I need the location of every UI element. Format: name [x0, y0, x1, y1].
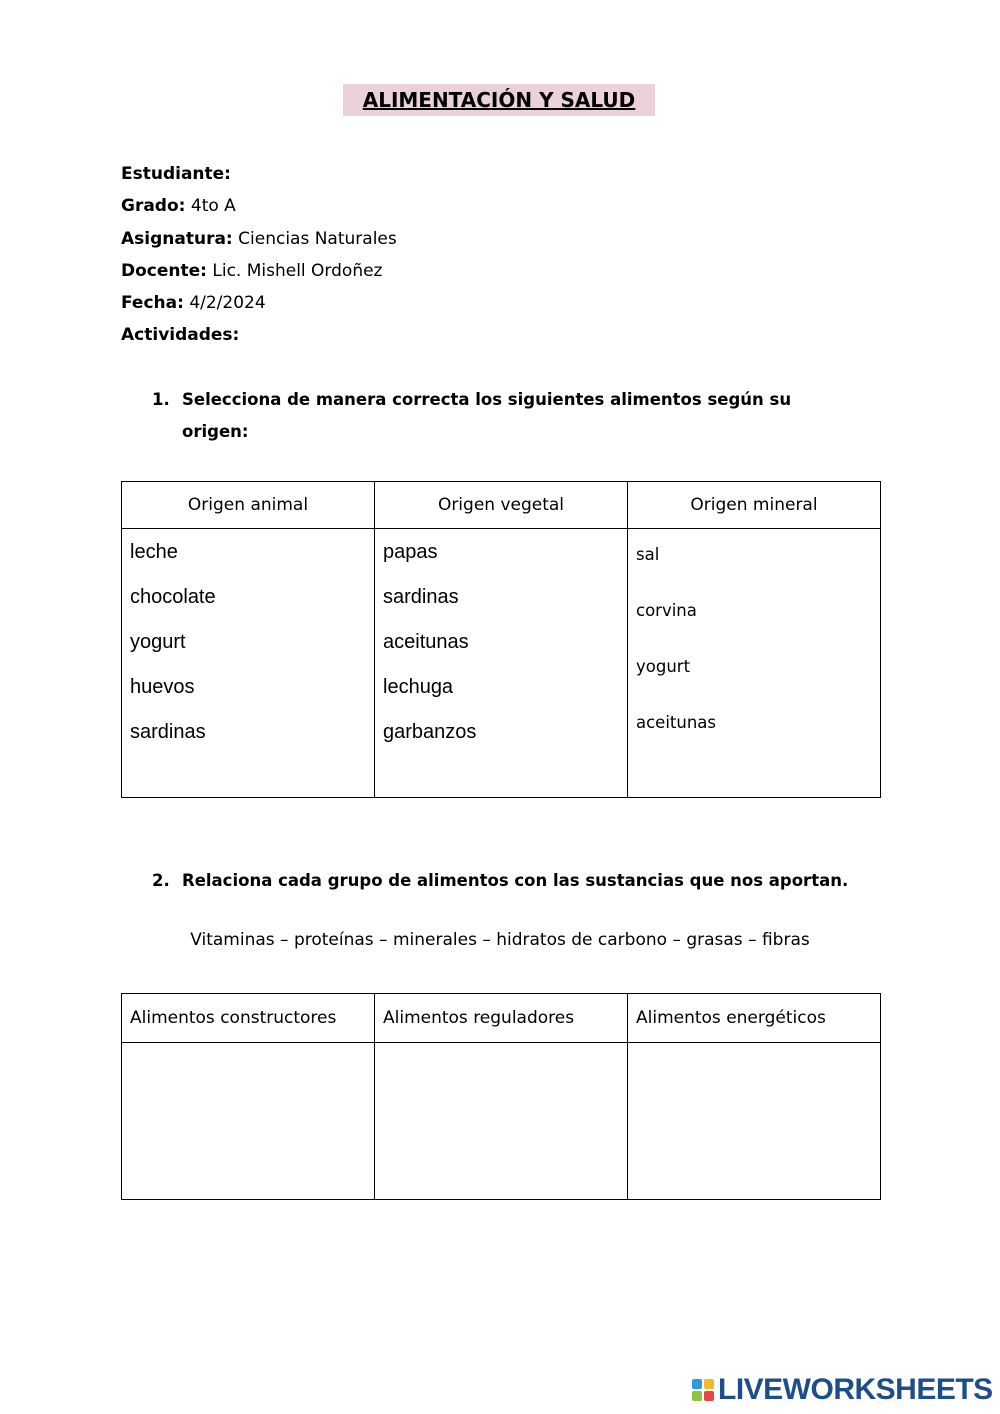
info-value: 4/2/2024: [189, 293, 266, 314]
info-row-subject: [121, 225, 397, 257]
origin-table: [121, 481, 881, 798]
info-label: Actividades:: [121, 325, 240, 346]
info-row-teacher: [121, 257, 397, 289]
word-bank: Vitaminas – proteínas – minerales – hidratos de carbono – grasas – fibras: [190, 930, 810, 950]
question-text: Relaciona cada grupo de alimentos con las sustancias que nos aportan.: [182, 871, 849, 890]
logo-text: LIVEWORKSHEETS: [718, 1373, 993, 1406]
info-value: Ciencias Naturales: [238, 228, 397, 249]
logo-square: [692, 1379, 702, 1389]
food-groups-table: [121, 993, 881, 1200]
liveworksheets-logo: [692, 1371, 993, 1409]
info-label: Grado:: [121, 196, 186, 217]
info-row-student: [121, 160, 397, 192]
student-info: [121, 160, 397, 354]
question-text: Selecciona de manera correcta los siguientes alimentos según su origen:: [182, 390, 792, 441]
header-vegetal: Origen vegetal: [375, 482, 628, 529]
info-label: Fecha:: [121, 293, 184, 314]
header-mineral: Origen mineral: [628, 482, 881, 529]
info-label: Estudiante:: [121, 164, 231, 184]
column-mineral: [628, 529, 881, 798]
list-item[interactable]: yogurt: [130, 631, 186, 653]
header-energeticos: Alimentos energéticos: [628, 994, 881, 1043]
column-vegetal: [375, 529, 628, 798]
logo-square: [704, 1379, 714, 1389]
question-2: [152, 865, 902, 897]
info-value: 4to A: [190, 196, 236, 217]
drop-zone-energeticos[interactable]: [628, 1043, 881, 1200]
list-item[interactable]: yogurt: [636, 657, 691, 676]
question-number: 1.: [152, 390, 170, 409]
list-item[interactable]: aceitunas: [383, 631, 469, 653]
info-label: Asignatura:: [121, 228, 233, 249]
list-item[interactable]: aceitunas: [636, 713, 717, 732]
info-row-grade: [121, 192, 397, 224]
drop-zone-constructores[interactable]: [122, 1043, 375, 1200]
header-constructores: Alimentos constructores: [122, 994, 375, 1043]
logo-icon: [692, 1379, 714, 1401]
column-animal: [122, 529, 375, 798]
header-animal: Origen animal: [122, 482, 375, 529]
list-item[interactable]: garbanzos: [383, 721, 477, 743]
question-number: 2.: [152, 871, 170, 890]
info-label: Docente:: [121, 260, 207, 281]
list-item[interactable]: corvina: [636, 601, 697, 620]
list-item[interactable]: papas: [383, 541, 438, 563]
list-item[interactable]: huevos: [130, 676, 195, 698]
logo-square: [704, 1391, 714, 1401]
info-row-date: [121, 289, 397, 321]
list-item[interactable]: sal: [636, 545, 660, 564]
header-reguladores: Alimentos reguladores: [375, 994, 628, 1043]
drop-zone-reguladores[interactable]: [375, 1043, 628, 1200]
question-1: [152, 384, 842, 448]
logo-square: [692, 1391, 702, 1401]
list-item[interactable]: chocolate: [130, 586, 216, 608]
list-item[interactable]: sardinas: [383, 586, 459, 608]
page-title: ALIMENTACIÓN Y SALUD: [343, 84, 655, 116]
list-item[interactable]: sardinas: [130, 721, 206, 743]
list-item[interactable]: lechuga: [383, 676, 454, 698]
info-row-activities: [121, 321, 397, 353]
info-value: Lic. Mishell Ordoñez: [212, 260, 383, 281]
list-item[interactable]: leche: [130, 541, 178, 563]
